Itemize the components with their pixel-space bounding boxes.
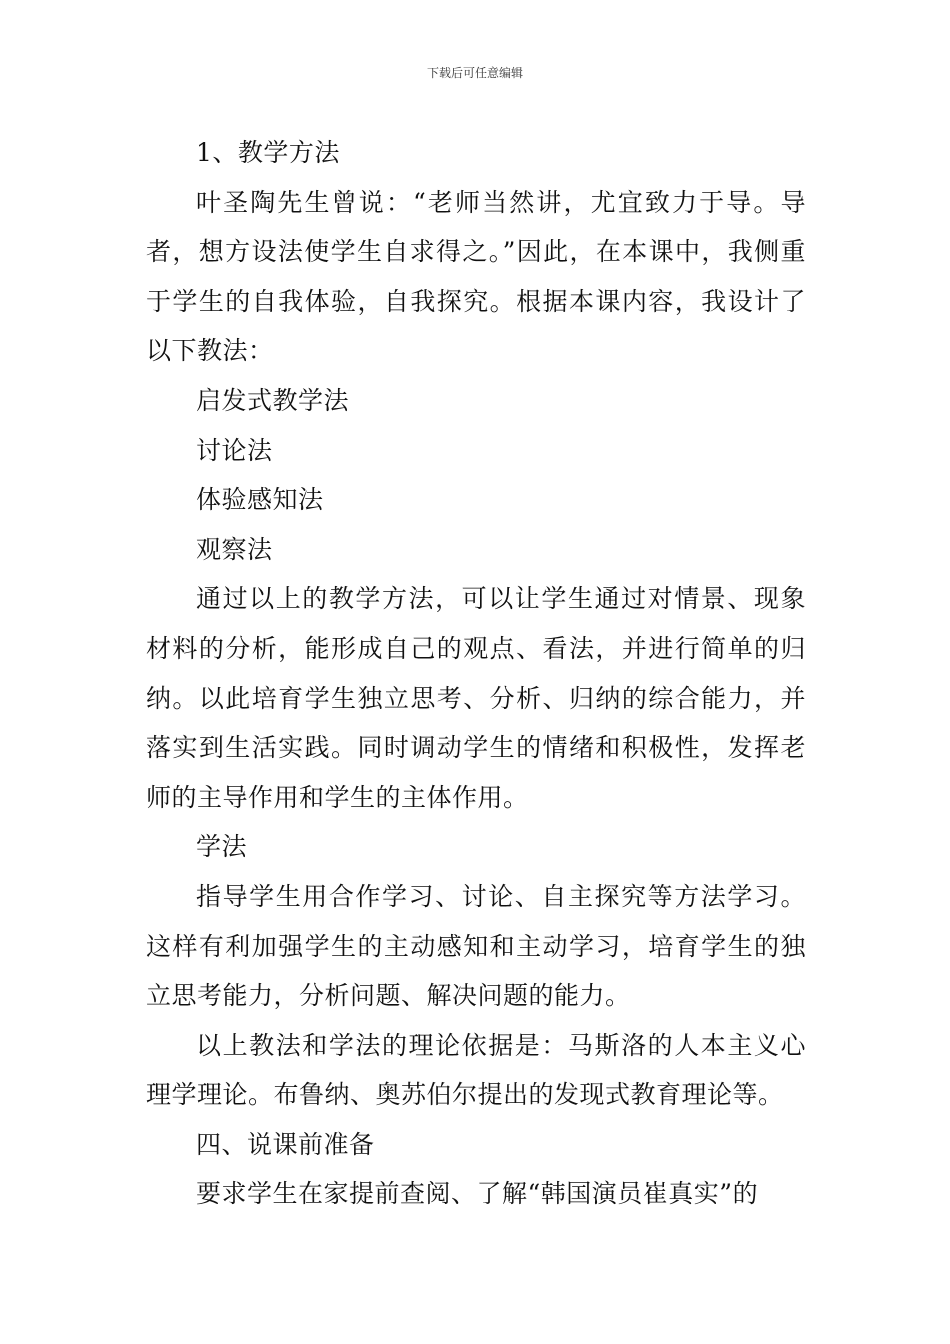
paragraph-learning-guidance: 指导学生用合作学习、讨论、自主探究等方法学习。这样有利加强学生的主动感知和主动学习，培育学生的独立思考能力，分析问题、解决问题的能力。	[146, 881, 806, 1011]
paragraph-methods-effect: 通过以上的教学方法，可以让学生通过对情景、现象材料的分析，能形成自己的观点、看法，并进行简单的归纳。以此培育学生独立思考、分析、归纳的综合能力，并落实到生活实践。同时调动学生的情绪和积极性，发挥老师的主导作用和学生的主体作用。	[146, 584, 806, 812]
page-header: 下载后可任意编辑	[426, 66, 523, 80]
method-item: 讨论法	[196, 435, 273, 465]
paragraph-preparation: 要求学生在家提前查阅、了解“韩国演员崔真实”的	[196, 1179, 759, 1209]
method-item: 体验感知法	[196, 485, 324, 515]
section-heading-preparation: 四、说课前准备	[196, 1129, 375, 1159]
section-heading-learning-methods: 学法	[196, 832, 248, 862]
document-body	[146, 128, 806, 1219]
paragraph-theory-basis: 以上教法和学法的理论依据是：马斯洛的人本主义心理学理论。布鲁纳、奥苏伯尔提出的发现式教育理论等。	[146, 1030, 806, 1110]
section-heading-teaching-methods: 1、教学方法	[196, 138, 340, 167]
method-item: 观察法	[196, 534, 273, 564]
paragraph-quote: 叶圣陶先生曾说：“老师当然讲，尤宜致力于导。导者，想方设法使学生自求得之。”因此，在本课中，我侧重于学生的自我体验，自我探究。根据本课内容，我设计了以下教法：	[146, 187, 806, 366]
method-item: 启发式教学法	[196, 385, 350, 415]
